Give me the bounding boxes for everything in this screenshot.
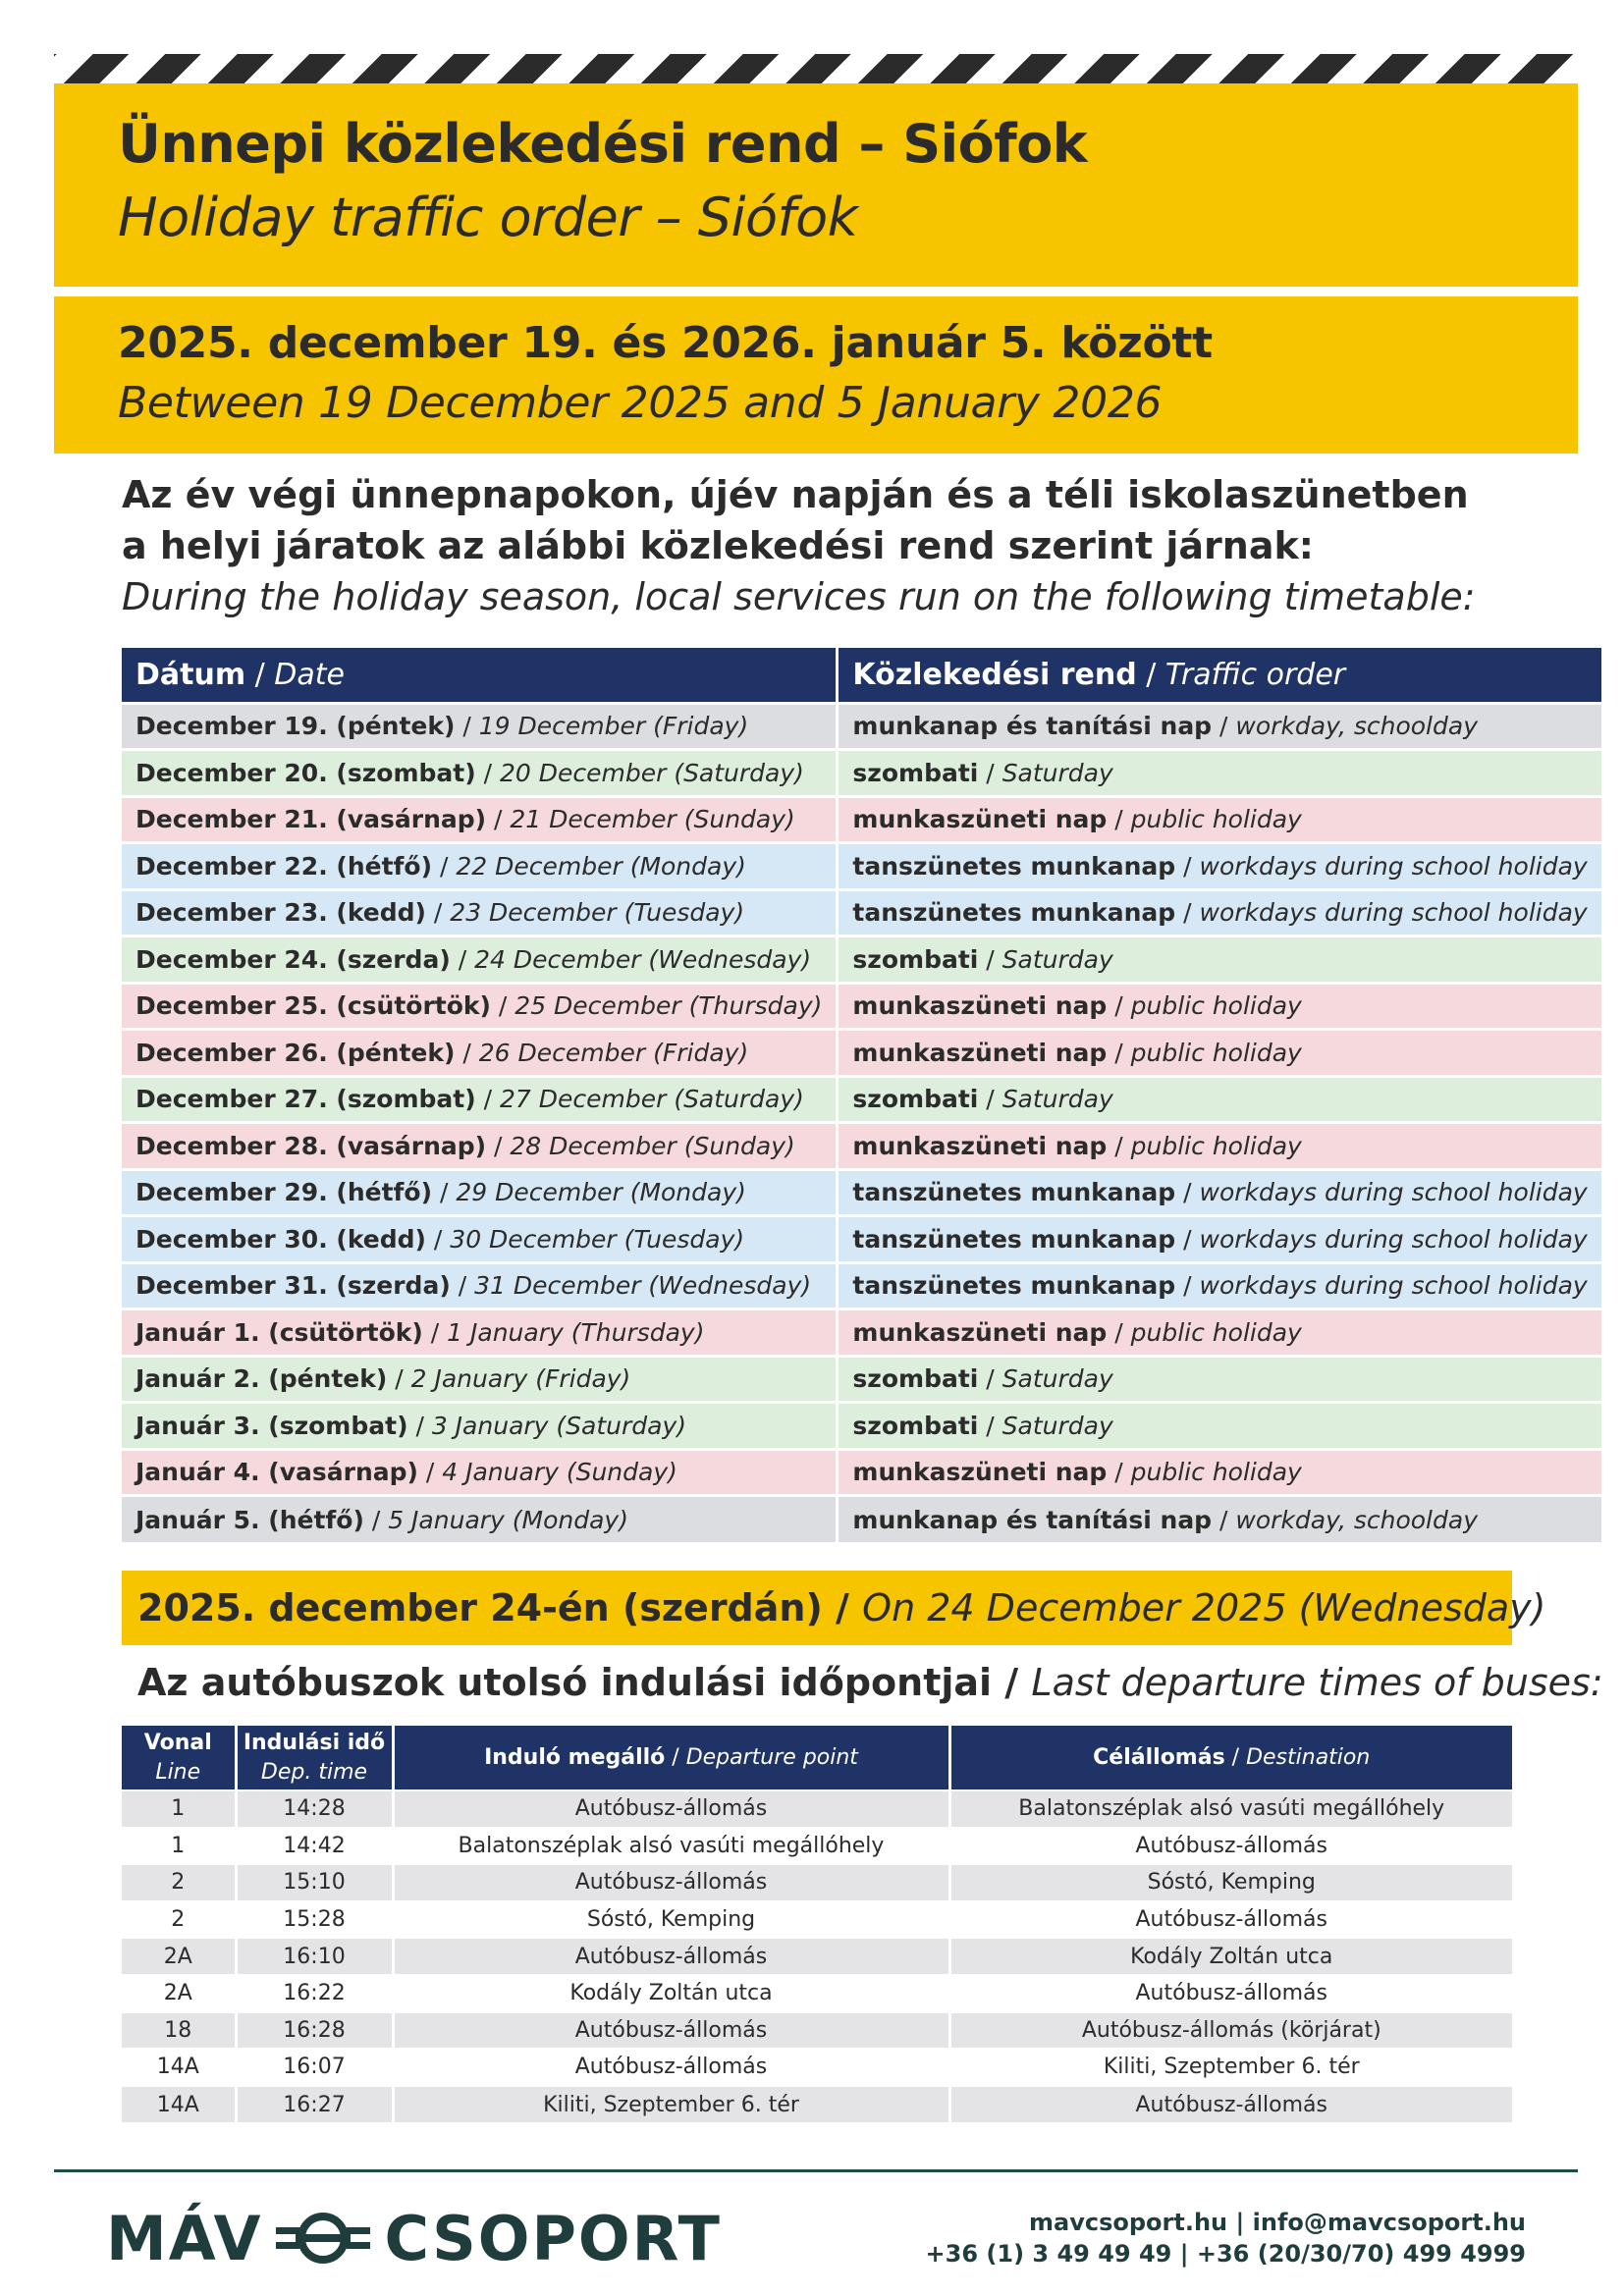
column-header-line: Vonal Line	[122, 1726, 236, 1790]
line-cell: 2A	[122, 1938, 236, 1975]
table-row	[122, 1216, 1601, 1263]
table-row	[122, 703, 1601, 750]
traffic-order-cell: munkanap és tanítási nap / workday, schoolday	[838, 1496, 1601, 1543]
contact-info	[926, 2207, 1526, 2269]
bus-table-header-row	[122, 1726, 1512, 1790]
date-cell: Január 1. (csütörtök) / 1 January (Thursday)	[122, 1309, 838, 1357]
table-row	[122, 1030, 1601, 1077]
line-cell: 1	[122, 1790, 236, 1828]
traffic-order-cell: tanszünetes munkanap / workdays during school holiday	[838, 889, 1601, 936]
table-row	[122, 796, 1601, 843]
footer-divider	[54, 2169, 1578, 2172]
page-title-en: Holiday traffic order – Siófok	[118, 187, 858, 248]
logo-text-left: MÁV	[106, 2202, 263, 2274]
intro-line-en: During the holiday season, local services run on the following timetable:	[122, 575, 1476, 618]
logo-text-right: CSOPORT	[384, 2202, 722, 2274]
contact-separator: |	[1179, 2240, 1189, 2268]
departure-point-cell: Kiliti, Szeptember 6. tér	[393, 2086, 949, 2123]
table-row	[122, 1828, 1512, 1865]
hazard-stripes	[54, 54, 1578, 85]
traffic-order-cell: munkaszüneti nap / public holiday	[838, 1123, 1601, 1170]
departure-point-cell: Autóbusz-állomás	[393, 1790, 949, 1828]
traffic-order-cell: szombati / Saturday	[838, 1076, 1601, 1123]
column-header-dep-time: Indulási idő Dep. time	[236, 1726, 393, 1790]
date-range-band	[54, 296, 1578, 454]
traffic-order-cell: munkaszüneti nap / public holiday	[838, 1030, 1601, 1077]
table-row	[122, 1864, 1512, 1901]
date-cell: December 26. (péntek) / 26 December (Friday)	[122, 1030, 838, 1077]
destination-cell: Autóbusz-állomás (körjárat)	[949, 2012, 1512, 2050]
table-row	[122, 1262, 1601, 1309]
email-link[interactable]: info@mavcsoport.hu	[1252, 2209, 1526, 2236]
destination-cell: Autóbusz-állomás	[949, 1828, 1512, 1865]
departure-point-cell: Balatonszéplak alsó vasúti megállóhely	[393, 1828, 949, 1865]
table-row	[122, 1938, 1512, 1975]
column-header-destination: Célállomás / Destination	[949, 1726, 1512, 1790]
column-header-date: Dátum / Date	[122, 648, 838, 703]
table-row	[122, 1449, 1601, 1496]
page-title-hu: Ünnepi közlekedési rend – Siófok	[118, 113, 1088, 175]
destination-cell: Kodály Zoltán utca	[949, 1938, 1512, 1975]
destination-cell: Autóbusz-állomás	[949, 2086, 1512, 2123]
date-cell: Január 5. (hétfő) / 5 January (Monday)	[122, 1496, 838, 1543]
date-cell: December 28. (vasárnap) / 28 December (Sunday)	[122, 1123, 838, 1170]
dec24-band: 2025. december 24-én (szerdán) / On 24 December 2025 (Wednesday)	[122, 1571, 1512, 1645]
traffic-order-cell: tanszünetes munkanap / workdays during school holiday	[838, 1216, 1601, 1263]
dep-time-cell: 14:28	[236, 1790, 393, 1828]
traffic-order-table	[122, 648, 1601, 1542]
table-row	[122, 2049, 1512, 2086]
date-range-hu: 2025. december 19. és 2026. január 5. között	[118, 318, 1213, 368]
table-row	[122, 750, 1601, 797]
traffic-order-cell: munkaszüneti nap / public holiday	[838, 983, 1601, 1030]
departure-point-cell: Autóbusz-állomás	[393, 2012, 949, 2050]
line-cell: 14A	[122, 2086, 236, 2123]
intro-line2-hu: a helyi járatok az alábbi közlekedési rend szerint járnak:	[122, 524, 1314, 567]
last-departures-table	[122, 1726, 1512, 2122]
table-row	[122, 1403, 1601, 1450]
date-cell: Január 4. (vasárnap) / 4 January (Sunday)	[122, 1449, 838, 1496]
date-range-en: Between 19 December 2025 and 5 January 2026	[118, 378, 1163, 428]
table-row	[122, 1356, 1601, 1403]
dep-time-cell: 16:27	[236, 2086, 393, 2123]
date-cell: December 23. (kedd) / 23 December (Tuesday)	[122, 889, 838, 936]
date-cell: December 21. (vasárnap) / 21 December (Sunday)	[122, 796, 838, 843]
date-cell: December 30. (kedd) / 30 December (Tuesday)	[122, 1216, 838, 1263]
table-row	[122, 1901, 1512, 1939]
phone-1[interactable]: +36 (1) 3 49 49 49	[925, 2240, 1172, 2268]
table-row	[122, 2012, 1512, 2050]
date-cell: December 22. (hétfő) / 22 December (Monday)	[122, 843, 838, 890]
traffic-order-cell: tanszünetes munkanap / workdays during school holiday	[838, 1262, 1601, 1309]
table-row	[122, 1790, 1512, 1828]
date-cell: December 19. (péntek) / 19 December (Friday)	[122, 703, 838, 750]
table-row	[122, 1309, 1601, 1357]
dep-time-cell: 16:22	[236, 1975, 393, 2012]
last-departures-heading: Az autóbuszok utolsó indulási időpontjai / Last departure times of buses:	[137, 1661, 1603, 1704]
date-cell: December 29. (hétfő) / 29 December (Monday)	[122, 1169, 838, 1216]
table-row	[122, 983, 1601, 1030]
destination-cell: Sóstó, Kemping	[949, 1864, 1512, 1901]
traffic-order-cell: szombati / Saturday	[838, 1403, 1601, 1450]
dep-time-cell: 16:28	[236, 2012, 393, 2050]
dep-time-cell: 15:28	[236, 1901, 393, 1939]
dep-time-cell: 16:07	[236, 2049, 393, 2086]
intro-text	[122, 469, 1536, 622]
date-cell: December 20. (szombat) / 20 December (Saturday)	[122, 750, 838, 797]
table-row	[122, 1496, 1601, 1543]
traffic-order-cell: tanszünetes munkanap / workdays during school holiday	[838, 1169, 1601, 1216]
contact-separator: |	[1235, 2209, 1245, 2236]
table-row	[122, 2086, 1512, 2123]
date-cell: December 24. (szerda) / 24 December (Wednesday)	[122, 936, 838, 984]
last-departures-heading-hu: Az autóbuszok utolsó indulási időpontjai	[137, 1661, 993, 1704]
destination-cell: Balatonszéplak alsó vasúti megállóhely	[949, 1790, 1512, 1828]
traffic-order-cell: szombati / Saturday	[838, 936, 1601, 984]
date-cell: Január 2. (péntek) / 2 January (Friday)	[122, 1356, 838, 1403]
mav-logo-icon	[276, 2211, 370, 2266]
table-row	[122, 1169, 1601, 1216]
line-cell: 2A	[122, 1975, 236, 2012]
traffic-order-cell: tanszünetes munkanap / workdays during school holiday	[838, 843, 1601, 890]
line-cell: 1	[122, 1828, 236, 1865]
table-row	[122, 936, 1601, 984]
column-header-departure-point: Induló megálló / Departure point	[393, 1726, 949, 1790]
date-cell: December 31. (szerda) / 31 December (Wednesday)	[122, 1262, 838, 1309]
dep-time-cell: 16:10	[236, 1938, 393, 1975]
table-row	[122, 1975, 1512, 2012]
intro-line1-hu: Az év végi ünnepnapokon, újév napján és a téli iskolaszünetben	[122, 473, 1469, 516]
last-departures-heading-en: Last departure times of buses:	[1031, 1661, 1603, 1704]
destination-cell: Kiliti, Szeptember 6. tér	[949, 2049, 1512, 2086]
date-cell: December 27. (szombat) / 27 December (Saturday)	[122, 1076, 838, 1123]
departure-point-cell: Sóstó, Kemping	[393, 1901, 949, 1939]
title-band	[54, 85, 1578, 287]
line-cell: 14A	[122, 2049, 236, 2086]
line-cell: 18	[122, 2012, 236, 2050]
table-row	[122, 889, 1601, 936]
dep-time-cell: 14:42	[236, 1828, 393, 1865]
date-cell: Január 3. (szombat) / 3 January (Saturday)	[122, 1403, 838, 1450]
date-cell: December 25. (csütörtök) / 25 December (Thursday)	[122, 983, 838, 1030]
website-link[interactable]: mavcsoport.hu	[1029, 2209, 1228, 2236]
destination-cell: Autóbusz-állomás	[949, 1975, 1512, 2012]
table-row	[122, 1123, 1601, 1170]
table-row	[122, 1076, 1601, 1123]
column-header-traffic-order: Közlekedési rend / Traffic order	[838, 648, 1601, 703]
dep-time-cell: 15:10	[236, 1864, 393, 1901]
traffic-order-cell: szombati / Saturday	[838, 750, 1601, 797]
departure-point-cell: Kodály Zoltán utca	[393, 1975, 949, 2012]
traffic-order-cell: munkaszüneti nap / public holiday	[838, 1309, 1601, 1357]
dec24-band-en: On 24 December 2025 (Wednesday)	[862, 1586, 1546, 1629]
traffic-order-cell: munkaszüneti nap / public holiday	[838, 1449, 1601, 1496]
phone-2[interactable]: +36 (20/30/70) 499 4999	[1196, 2240, 1526, 2268]
table-header-row	[122, 648, 1601, 703]
traffic-order-cell: munkanap és tanítási nap / workday, schoolday	[838, 703, 1601, 750]
dec24-band-hu: 2025. december 24-én (szerdán)	[137, 1586, 823, 1629]
departure-point-cell: Autóbusz-állomás	[393, 1864, 949, 1901]
traffic-order-cell: szombati / Saturday	[838, 1356, 1601, 1403]
destination-cell: Autóbusz-állomás	[949, 1901, 1512, 1939]
departure-point-cell: Autóbusz-állomás	[393, 1938, 949, 1975]
line-cell: 2	[122, 1864, 236, 1901]
table-row	[122, 843, 1601, 890]
mav-csoport-logo[interactable]	[106, 2202, 722, 2274]
line-cell: 2	[122, 1901, 236, 1939]
traffic-order-cell: munkaszüneti nap / public holiday	[838, 796, 1601, 843]
departure-point-cell: Autóbusz-állomás	[393, 2049, 949, 2086]
